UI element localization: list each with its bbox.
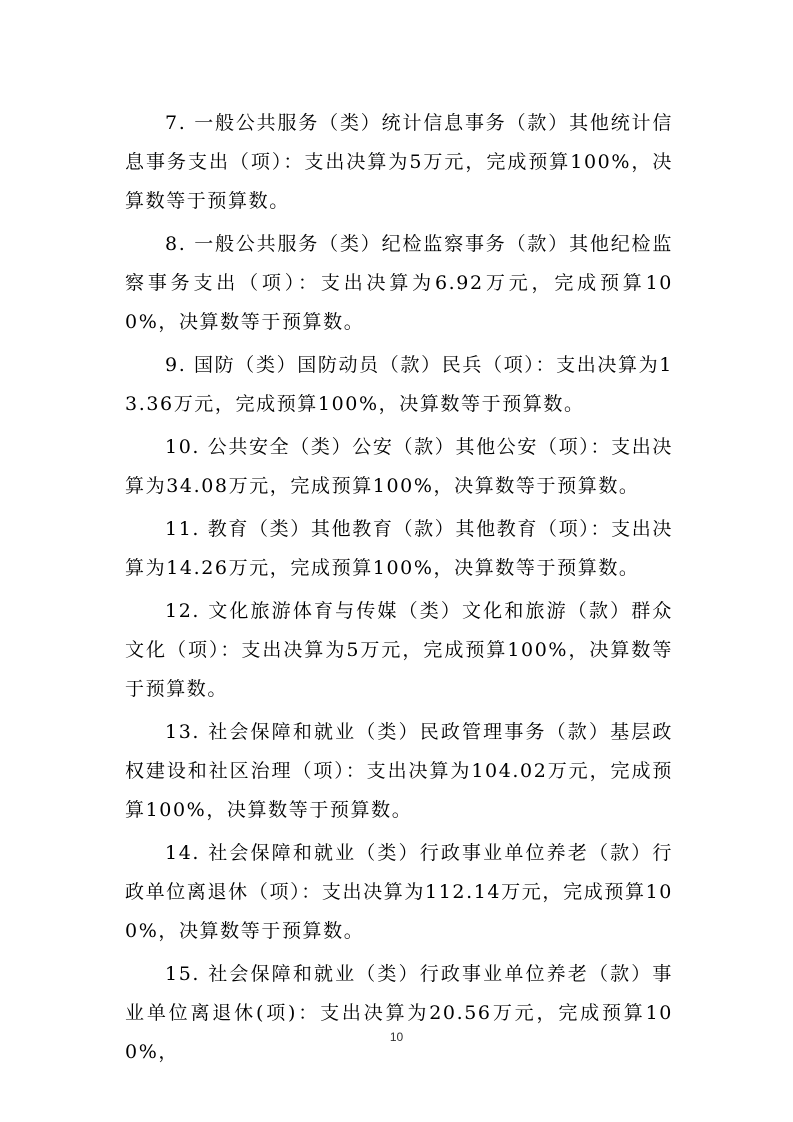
paragraph-item-13: 13. 社会保障和就业（类）民政管理事务（款）基层政权建设和社区治理（项）：支出决算为104.02万元，完成预算100%，决算数等于预算数。 xyxy=(125,721,673,821)
document-body xyxy=(125,104,673,1076)
paragraph-item-12: 12. 文化旅游体育与传媒（类）文化和旅游（款）群众文化（项）：支出决算为5万元，完成预算100%，决算数等于预算数。 xyxy=(125,600,673,700)
page-number: 10 xyxy=(389,1030,404,1044)
paragraph-item-11: 11. 教育（类）其他教育（款）其他教育（项）：支出决算为14.26万元，完成预算100%，决算数等于预算数。 xyxy=(125,518,673,579)
paragraph-item-10: 10. 公共安全（类）公安（款）其他公安（项）：支出决算为34.08万元，完成预算100%，决算数等于预算数。 xyxy=(125,436,673,497)
paragraph-item-7: 7. 一般公共服务（类）统计信息事务（款）其他统计信息事务支出（项）：支出决算为5万元，完成预算100%，决算数等于预算数。 xyxy=(125,112,673,212)
paragraph-item-9: 9. 国防（类）国防动员（款）民兵（项）：支出决算为13.36万元，完成预算100%，决算数等于预算数。 xyxy=(125,354,673,415)
paragraph-item-14: 14. 社会保障和就业（类）行政事业单位养老（款）行政单位离退休（项）：支出决算为112.14万元，完成预算100%，决算数等于预算数。 xyxy=(125,842,673,942)
paragraph-item-15: 15. 社会保障和就业（类）行政事业单位养老（款）事业单位离退休(项)：支出决算为20.56万元，完成预算100%， xyxy=(125,963,673,1063)
paragraph-item-8: 8. 一般公共服务（类）纪检监察事务（款）其他纪检监察事务支出（项）：支出决算为6.92万元，完成预算100%，决算数等于预算数。 xyxy=(125,233,673,333)
